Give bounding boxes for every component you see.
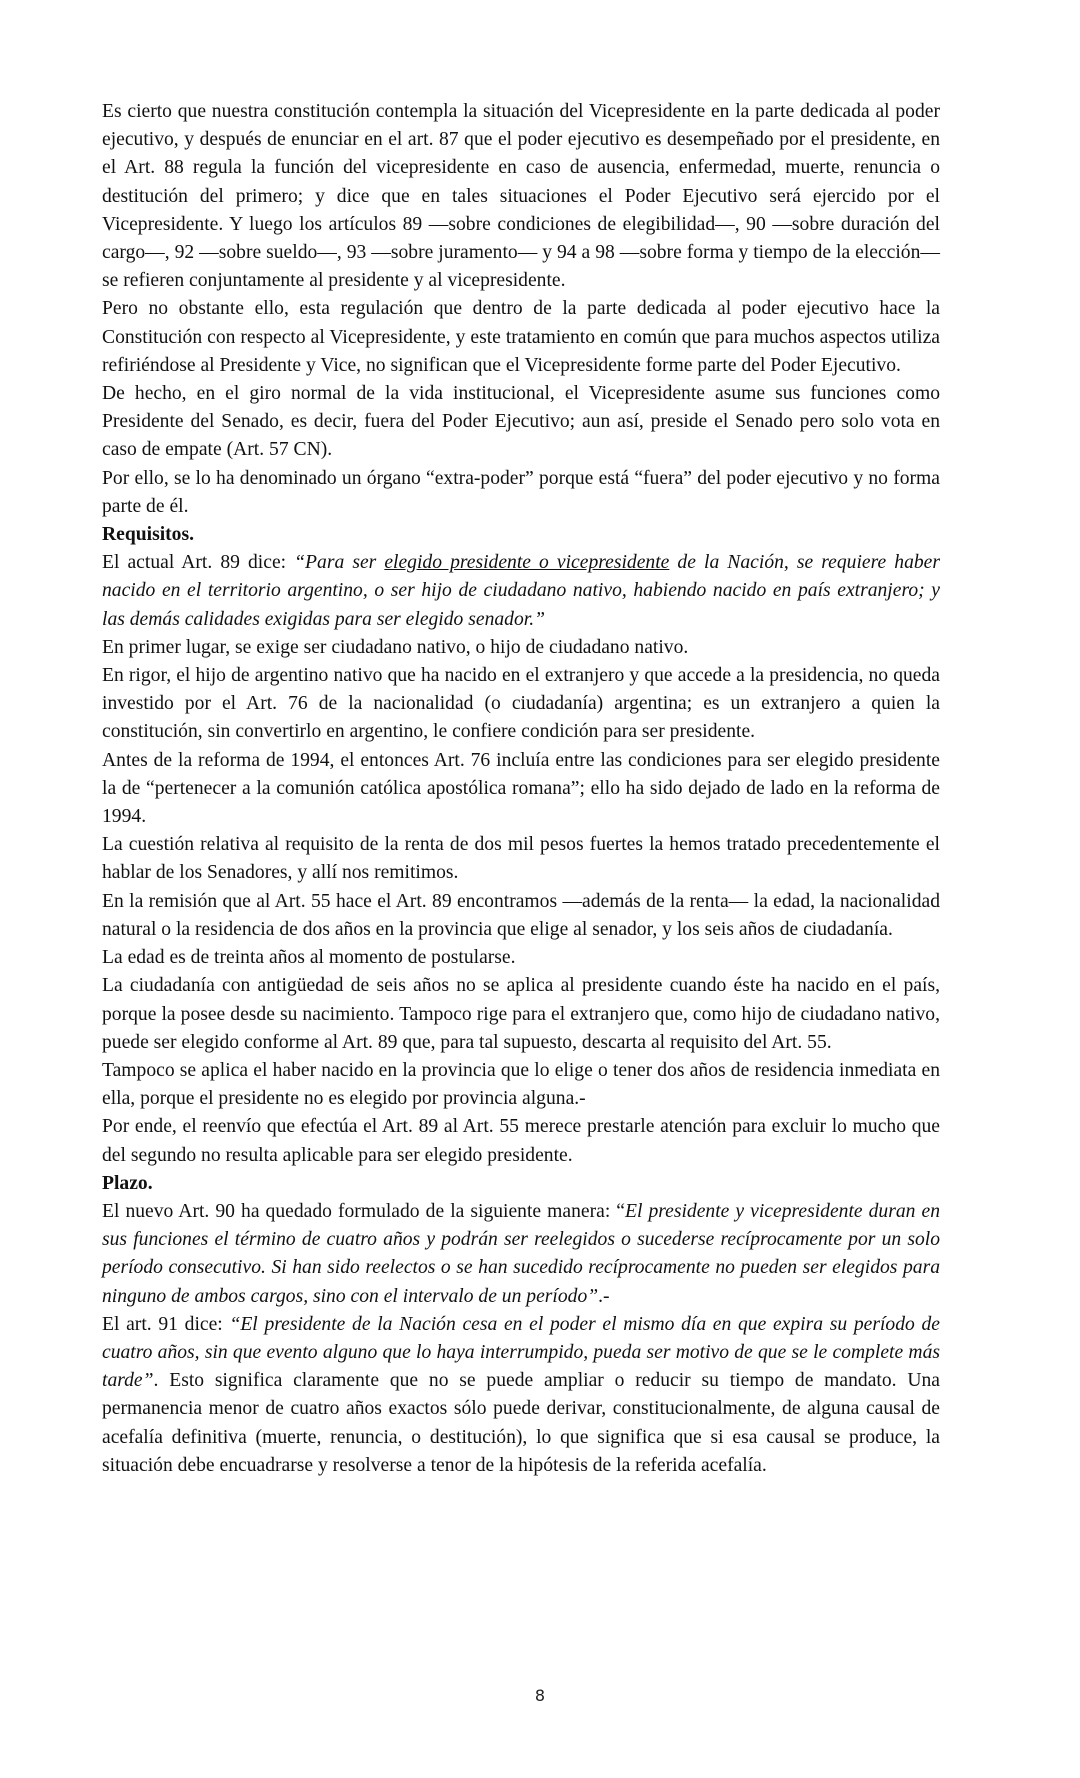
art-90-lead: El nuevo Art. 90 ha quedado formulado de la siguiente manera: “	[102, 1200, 626, 1222]
art-90-quote: El presidente y vicepresidente duran en sus funciones el término de cuatro años y podrán ser reelegidos o sucederse recíprocamente por un solo período consecutivo. Si han sido reelectos o se han sucedido recíprocamente no pueden ser elegidos para ninguno de ambos cargos, sino con el intervalo de un período”	[102, 1200, 940, 1307]
art-89-quote-end: de la Nación, se requiere haber nacido en el territorio argentino, o ser hijo de ciudadano nativo, habiendo nacido en país extranjero; y las demás calidades exigidas para ser elegido senador.”	[102, 552, 940, 630]
heading-requisitos: Requisitos.	[102, 524, 194, 546]
art-91-quote: “El presidente de la Nación cesa en el poder el mismo día en que expira su período de cuatro años, sin que evento alguno que lo haya interrumpido, pueda ser motivo de que se le complete más tarde”	[102, 1313, 940, 1392]
art-89-lead: El actual Art. 89 dice:	[102, 552, 295, 574]
paragraph-remision-art-55: En la remisión que al Art. 55 hace el Art. 89 encontramos —además de la renta— la edad, la nacionalidad natural o la residencia de dos años en la provincia que elige al senador, y los seis años de ciudadanía.	[102, 890, 940, 940]
paragraph-en-rigor: En rigor, el hijo de argentino nativo que ha nacido en el extranjero y que accede a la presidencia, no queda investido por el Art. 76 de la nacionalidad (o ciudadanía) argentina; es un extranjero a quien la constitución, sin convertirlo en argentino, le confiere condición para ser presidente.	[102, 665, 940, 743]
paragraph-primer-lugar: En primer lugar, se exige ser ciudadano nativo, o hijo de ciudadano nativo.	[102, 636, 689, 658]
paragraph-de-hecho: De hecho, en el giro normal de la vida institucional, el Vicepresidente asume sus funciones como Presidente del Senado, es decir, fuera del Poder Ejecutivo; aun así, preside el Senado pero solo vota en caso de empate (Art. 57 CN).	[102, 383, 940, 461]
paragraph-vicepresidente-intro: Es cierto que nuestra constitución contempla la situación del Vicepresidente en la parte dedicada al poder ejecutivo, y después de enunciar en el art. 87 que el poder ejecutivo es desempeñado por el presidente, en el Art. 88 regula la función del vicepresidente en caso de ausencia, enfermedad, muerte, renuncia o destitución del primero; y dice que en tales situaciones el Poder Ejecutivo será ejercido por el Vicepresidente. Y luego los artículos 89 —sobre condiciones de elegibilidad—, 90 —sobre duración del cargo—, 92 —sobre sueldo—, 93 —sobre juramento— y 94 a 98 —sobre forma y tiempo de la elección— se refieren conjuntamente al presidente y al vicepresidente.	[102, 101, 940, 292]
paragraph-no-obstante: Pero no obstante ello, esta regulación que dentro de la parte dedicada al poder ejecutivo hace la Constitución con respecto al Vicepresidente, y este tratamiento en común que para muchos aspectos utiliza refiriéndose al Presidente y Vice, no significan que el Vicepresidente forme parte del Poder Ejecutivo.	[102, 298, 940, 376]
paragraph-art-90	[102, 1198, 940, 1311]
heading-plazo: Plazo.	[102, 1172, 153, 1194]
paragraph-ciudadania: La ciudadanía con antigüedad de seis años no se aplica al presidente cuando éste ha nacido en el país, porque la posee desde su nacimiento. Tampoco rige para el extranjero que, como hijo de ciudadano nativo, puede ser elegido conforme al Art. 89 que, para tal supuesto, descarta al requisito del Art. 55.	[102, 975, 940, 1053]
paragraph-art-91	[102, 1311, 940, 1480]
paragraph-edad: La edad es de treinta años al momento de postularse.	[102, 947, 516, 969]
paragraph-renta: La cuestión relativa al requisito de la renta de dos mil pesos fuertes la hemos tratado precedentemente el hablar de los Senadores, y allí nos remitimos.	[102, 834, 940, 884]
paragraph-extra-poder: Por ello, se lo ha denominado un órgano “extra-poder” porque está “fuera” del poder ejecutivo y no forma parte de él.	[102, 467, 940, 517]
paragraph-residencia: Tampoco se aplica el haber nacido en la provincia que lo elige o tener dos años de residencia inmediata en ella, porque el presidente no es elegido por provincia alguna.-	[102, 1059, 940, 1110]
paragraph-reforma-1994: Antes de la reforma de 1994, el entonces Art. 76 incluía entre las condiciones para ser elegido presidente la de “pertenecer a la comunión católica apostólica romana”; ello ha sido dejado de lado en la reforma de 1994.	[102, 749, 940, 828]
art-91-lead: El art. 91 dice:	[102, 1313, 230, 1335]
art-90-tail: .-	[598, 1285, 610, 1307]
document-body	[102, 98, 940, 1480]
paragraph-reenvio: Por ende, el reenvío que efectúa el Art. 89 al Art. 55 merece prestarle atención para excluir lo mucho que del segundo no resulta aplicable para ser elegido presidente.	[102, 1116, 940, 1166]
art-89-quote-underlined: elegido presidente o vicepresidente	[384, 552, 670, 574]
art-91-tail: . Esto significa claramente que no se puede ampliar o reducir su tiempo de mandato. Una permanencia menor de cuatro años exactos sólo puede derivar, constitucionalmente, de alguna causal de acefalía definitiva (muerte, renuncia, o destitución), lo que significa que si esa causal se produce, la situación debe encuadrarse y resolverse a tenor de la hipótesis de la referida acefalía.	[102, 1370, 940, 1476]
art-89-quote-start: “Para ser	[294, 552, 385, 574]
paragraph-art-89	[102, 549, 940, 634]
page-number: 8	[534, 1686, 546, 1705]
